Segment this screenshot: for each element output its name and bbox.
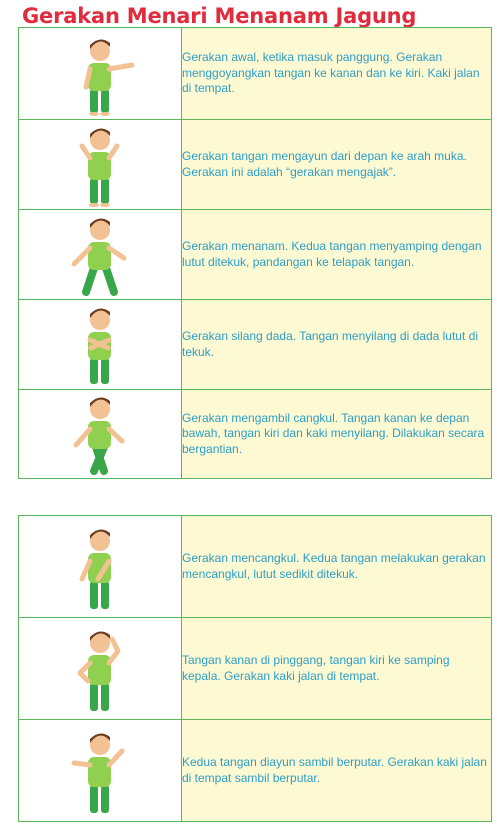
table-row <box>19 120 492 210</box>
move-description: Gerakan menanam. Kedua tangan menyamping dengan lutut ditekuk, pandangan ke telapak tangan. <box>182 210 492 300</box>
table-row <box>19 516 492 618</box>
dancer-planting-icon <box>60 212 140 298</box>
dancer-crossed-arms-icon <box>60 302 140 388</box>
move-description: Gerakan mengambil cangkul. Tangan kanan ke depan bawah, tangan kiri dan kaki menyilang. Dilakukan secara bergantian. <box>182 390 492 479</box>
figure-cell <box>19 120 182 210</box>
table-row <box>19 618 492 720</box>
table-row <box>19 720 492 822</box>
figure-cell <box>19 516 182 618</box>
figure-cell <box>19 28 182 120</box>
dancer-spinning-icon <box>60 725 140 817</box>
dance-moves-table-2 <box>18 515 492 822</box>
table-row <box>19 390 492 479</box>
move-description: Gerakan mencangkul. Kedua tangan melakukan gerakan mencangkul, lutut sedikit ditekuk. <box>182 516 492 618</box>
table-row <box>19 210 492 300</box>
dancer-hand-head-icon <box>60 623 140 715</box>
move-description: Gerakan tangan mengayun dari depan ke arah muka. Gerakan ini adalah “gerakan mengajak”. <box>182 120 492 210</box>
figure-cell <box>19 300 182 390</box>
figure-cell <box>19 720 182 822</box>
move-description: Kedua tangan diayun sambil berputar. Gerakan kaki jalan di tempat sambil berputar. <box>182 720 492 822</box>
dance-moves-table-1 <box>18 27 492 479</box>
table-row <box>19 300 492 390</box>
dancer-hoe-grab-icon <box>60 391 140 477</box>
figure-cell <box>19 390 182 479</box>
page-title: Gerakan Menari Menanam Jagung <box>22 4 417 28</box>
dancer-hands-front-icon <box>60 122 140 208</box>
move-description: Gerakan silang dada. Tangan menyilang di dada lutut di tekuk. <box>182 300 492 390</box>
dancer-hoeing-icon <box>60 521 140 613</box>
figure-cell <box>19 618 182 720</box>
table-row <box>19 28 492 120</box>
dancer-pointing-icon <box>60 31 140 117</box>
figure-cell <box>19 210 182 300</box>
move-description: Gerakan awal, ketika masuk panggung. Gerakan menggoyangkan tangan ke kanan dan ke kiri. Kaki jalan di tempat. <box>182 28 492 120</box>
move-description: Tangan kanan di pinggang, tangan kiri ke samping kepala. Gerakan kaki jalan di tempat. <box>182 618 492 720</box>
